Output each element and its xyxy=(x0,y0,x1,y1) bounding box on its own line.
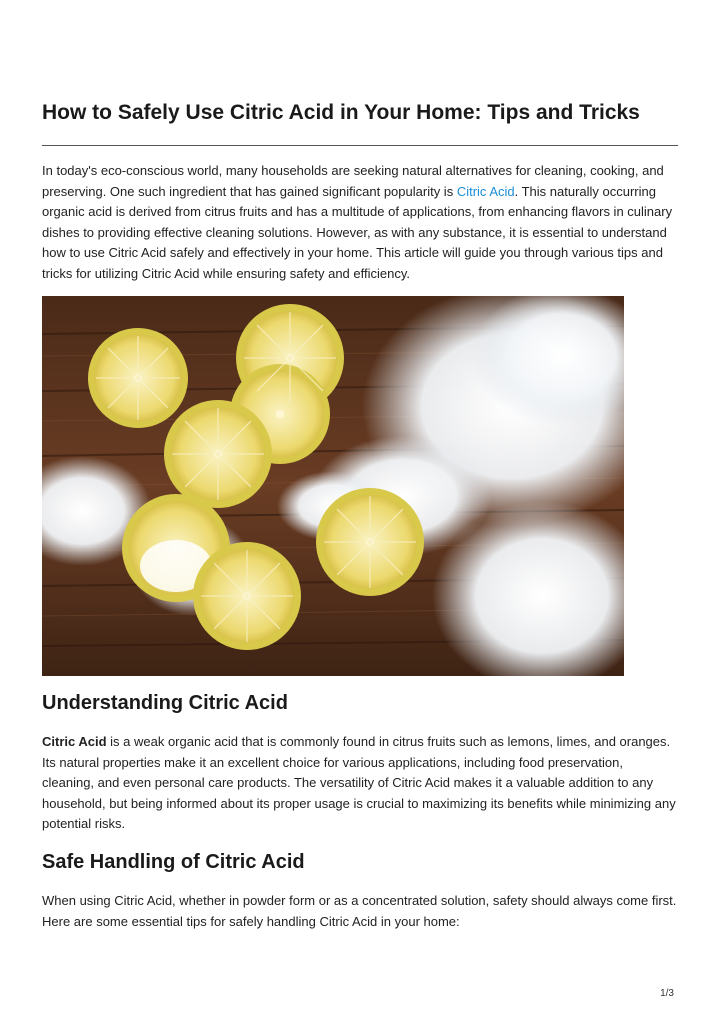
citric-acid-link[interactable]: Citric Acid xyxy=(456,183,515,199)
title-divider xyxy=(42,145,678,146)
understanding-paragraph xyxy=(42,732,678,835)
intro-text-end: . This naturally occurring organic acid is derived from citrus fruits and has a multitude of applications, from enhancing flavors in culinary dishes to providing effective cleaning solutions. However, as with any substance, it is essential to understand how to use Citric Acid safely and effectively in your home. This article will guide you through various tips and tricks for utilizing Citric Acid while ensuring safety and efficiency. xyxy=(42,183,673,281)
safe-handling-paragraph: When using Citric Acid, whether in powder form or as a concentrated solution, safety should always come first. Here are some essential tips for safely handling Citric Acid in your home: xyxy=(42,893,677,929)
citric-acid-bold-term: Citric Acid xyxy=(42,734,107,749)
lemon-citric-acid-image xyxy=(42,296,624,676)
article-title: How to Safely Use Citric Acid in Your Home: Tips and Tricks xyxy=(42,101,640,124)
page-number: 1/3 xyxy=(660,988,674,999)
understanding-text: is a weak organic acid that is commonly found in citrus fruits such as lemons, limes, and oranges. Its natural properties make it an excellent choice for various applications, including food preservation, cleaning, and even personal care products. The versatility of Citric Acid makes it a valuable addition to any household, but being informed about its proper usage is crucial to maximizing its benefits while minimizing any potential risks. xyxy=(42,734,676,831)
section-heading-understanding: Understanding Citric Acid xyxy=(42,692,288,714)
article-photo xyxy=(42,296,624,676)
intro-text-start: In today's eco-conscious world, many households are seeking natural alternatives for cleaning, cooking, and preserving. One such ingredient that has gained significant popularity is xyxy=(42,163,664,199)
section-heading-safe-handling: Safe Handling of Citric Acid xyxy=(42,851,305,873)
intro-paragraph xyxy=(42,161,678,284)
